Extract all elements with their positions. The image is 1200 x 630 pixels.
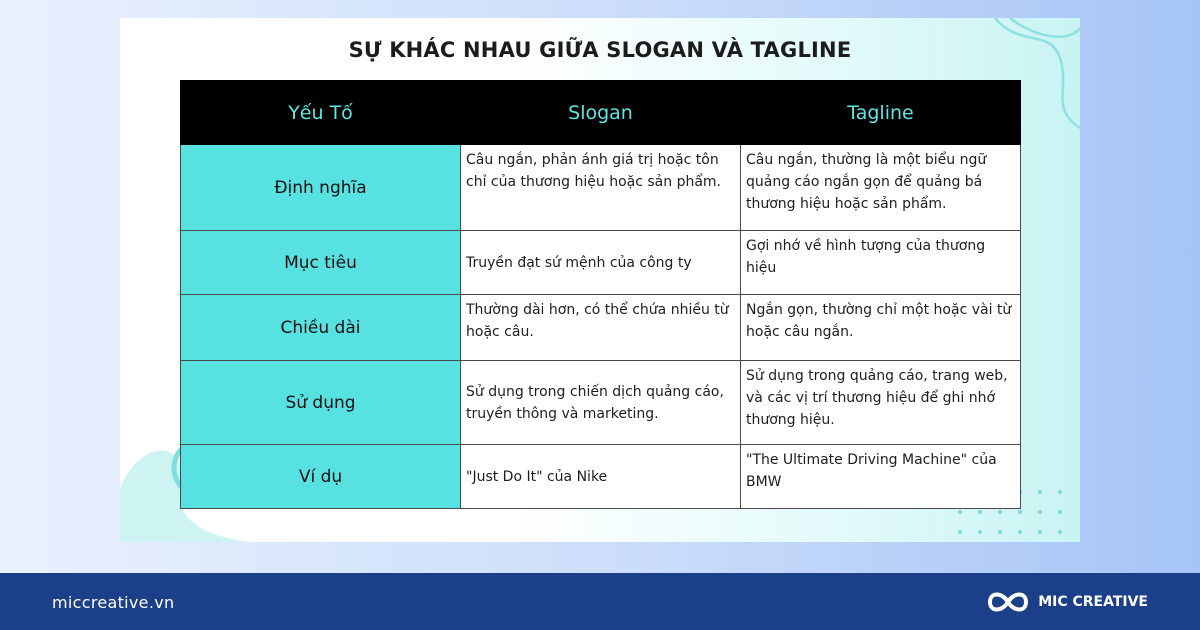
page-title: SỰ KHÁC NHAU GIỮA SLOGAN VÀ TAGLINE <box>348 38 852 62</box>
footer-bar <box>0 573 1200 630</box>
header-factor: Yếu Tố <box>181 81 461 145</box>
tagline-cell: Gợi nhớ về hình tượng của thương hiệu <box>741 231 1021 295</box>
row-label: Ví dụ <box>181 445 461 509</box>
tagline-cell: Câu ngắn, thường là một biểu ngữ quảng cáo ngắn gọn để quảng bá thương hiệu hoặc sản phẩm. <box>741 145 1021 231</box>
slogan-cell: "Just Do It" của Nike <box>461 445 741 509</box>
table-header-row <box>181 81 1021 145</box>
tagline-cell: Sử dụng trong quảng cáo, trang web, và các vị trí thương hiệu để ghi nhớ thương hiệu. <box>741 361 1021 445</box>
slogan-cell: Truyền đạt sứ mệnh của công ty <box>461 231 741 295</box>
table-row <box>181 231 1021 295</box>
infinity-logo-icon <box>986 590 1030 614</box>
row-label: Định nghĩa <box>181 145 461 231</box>
row-label: Chiều dài <box>181 295 461 361</box>
header-tagline: Tagline <box>741 81 1021 145</box>
slogan-cell: Câu ngắn, phản ánh giá trị hoặc tôn chỉ của thương hiệu hoặc sản phẩm. <box>461 145 741 231</box>
row-label: Sử dụng <box>181 361 461 445</box>
row-label: Mục tiêu <box>181 231 461 295</box>
table-row <box>181 361 1021 445</box>
tagline-cell: "The Ultimate Driving Machine" của BMW <box>741 445 1021 509</box>
tagline-cell: Ngắn gọn, thường chỉ một hoặc vài từ hoặc câu ngắn. <box>741 295 1021 361</box>
slogan-cell: Thường dài hơn, có thể chứa nhiều từ hoặc câu. <box>461 295 741 361</box>
table-row <box>181 445 1021 509</box>
comparison-table <box>180 80 1021 509</box>
brand-name: MIC CREATIVE <box>1038 594 1148 610</box>
header-slogan: Slogan <box>461 81 741 145</box>
table-row <box>181 295 1021 361</box>
table-row <box>181 145 1021 231</box>
brand-logo <box>986 590 1148 614</box>
slogan-cell: Sử dụng trong chiến dịch quảng cáo, truyền thông và marketing. <box>461 361 741 445</box>
website-link[interactable]: miccreative.vn <box>52 593 175 612</box>
infographic-card <box>120 18 1080 542</box>
